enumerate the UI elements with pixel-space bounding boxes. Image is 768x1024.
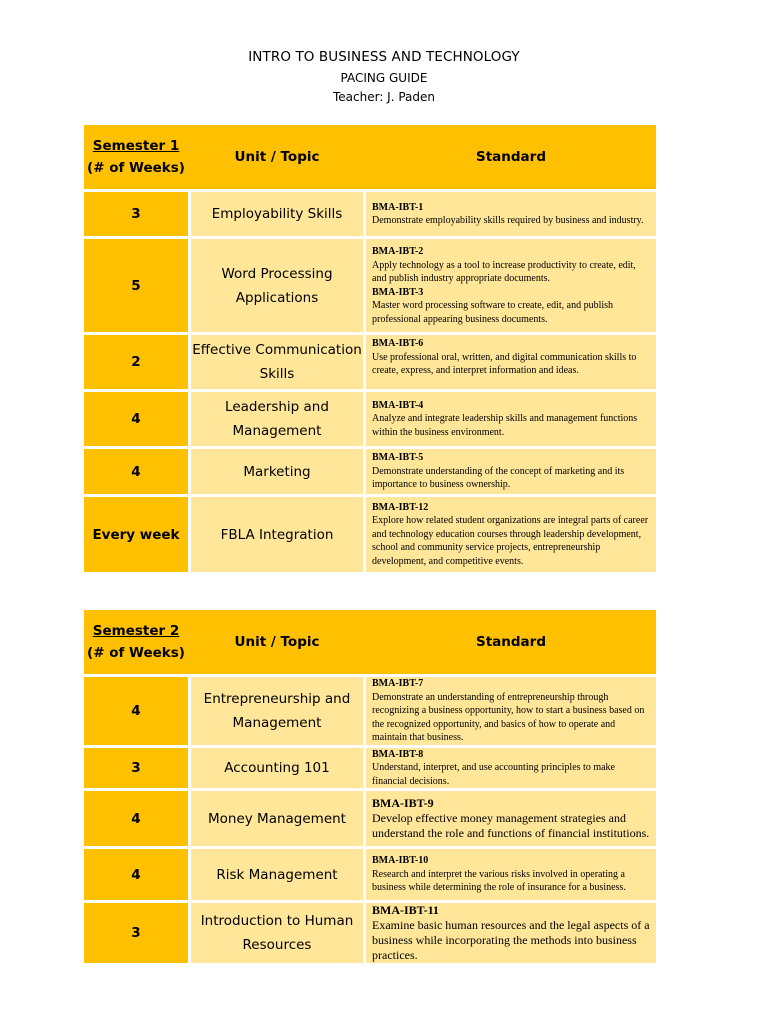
- standard-text: Explore how related student organizations are integral parts of career and technology education courses through leadership development, school and community service projects, entrepreneurship development, and competitive events.: [372, 515, 649, 567]
- weeks-header: [84, 610, 188, 674]
- standard-cell: [366, 788, 656, 846]
- table-row: [84, 674, 656, 745]
- unit-header: Unit / Topic: [188, 610, 366, 674]
- topic-cell: Entrepreneurship and Management: [188, 674, 366, 745]
- standard-code: BMA-IBT-8: [372, 748, 424, 760]
- table-row: [84, 494, 656, 572]
- weeks-cell: 4: [84, 389, 188, 446]
- standard-code: BMA-IBT-12: [372, 501, 429, 513]
- standard-cell: [366, 189, 656, 236]
- standard-text: Use professional oral, written, and digital communication skills to create, express, and interpret information and ideas.: [372, 351, 637, 376]
- teacher-name: Teacher: J. Paden: [332, 90, 436, 104]
- standard-code: BMA-IBT-10: [372, 855, 429, 867]
- document-subtitle: PACING GUIDE: [340, 71, 428, 85]
- standard-header: Standard: [366, 125, 656, 189]
- standard-cell: [366, 494, 656, 572]
- standard-code: BMA-IBT-7: [372, 678, 424, 689]
- standard-code: BMA-IBT-4: [372, 399, 424, 411]
- table-row: [84, 236, 656, 332]
- standard-cell: [366, 900, 656, 963]
- semester-2-table: [84, 610, 656, 963]
- table-row: [84, 900, 656, 963]
- standard-code: BMA-IBT-11: [372, 903, 439, 917]
- semester-label: Semester 1: [92, 138, 180, 154]
- table-row: [84, 332, 656, 389]
- standard-text: Develop effective money management strategies and understand the role and functions of financial institutions.: [372, 811, 650, 840]
- standard-text: Demonstrate an understanding of entrepreneurship through recognizing a business opportunity, how to start a business based on the recognized opportunity, and basics of how to operate and maintain that business.: [372, 691, 645, 743]
- weeks-cell: 5: [84, 236, 188, 332]
- weeks-cell: 4: [84, 446, 188, 494]
- weeks-cell: 4: [84, 846, 188, 900]
- weeks-cell: 2: [84, 332, 188, 389]
- standard-text: Examine basic human resources and the legal aspects of a business while incorporating the methods into business practices.: [372, 918, 650, 962]
- standard-cell: [366, 332, 656, 389]
- standard-code: BMA-IBT-1: [372, 201, 424, 213]
- standard-cell: [366, 446, 656, 494]
- table-header-row: [84, 610, 656, 674]
- table-row: [84, 189, 656, 236]
- topic-cell: Risk Management: [188, 846, 366, 900]
- topic-cell: Money Management: [188, 788, 366, 846]
- semester-1-table: [84, 125, 656, 572]
- standard-text: Apply technology as a tool to increase productivity to create, edit, and publish industry appropriate documents.: [372, 259, 636, 284]
- weeks-cell: 4: [84, 788, 188, 846]
- standard-text: Analyze and integrate leadership skills and management functions within the business environment.: [372, 413, 638, 438]
- unit-header: Unit / Topic: [188, 125, 366, 189]
- standard-header: Standard: [366, 610, 656, 674]
- standard-text: Master word processing software to create, edit, and publish professional appearing business documents.: [372, 300, 614, 325]
- topic-cell: Marketing: [188, 446, 366, 494]
- table-row: [84, 389, 656, 446]
- weeks-label: (# of Weeks): [87, 160, 185, 176]
- weeks-label: (# of Weeks): [87, 645, 185, 661]
- standard-code: BMA-IBT-3: [372, 286, 424, 298]
- topic-cell: FBLA Integration: [188, 494, 366, 572]
- weeks-cell: Every week: [84, 494, 188, 572]
- document-title: INTRO TO BUSINESS AND TECHNOLOGY: [248, 49, 520, 65]
- standard-text: Understand, interpret, and use accounting principles to make financial decisions.: [372, 762, 615, 787]
- topic-cell: Word Processing Applications: [188, 236, 366, 332]
- topic-cell: Introduction to Human Resources: [188, 900, 366, 963]
- standard-text: Demonstrate understanding of the concept of marketing and its importance to business ownership.: [372, 465, 625, 491]
- semester-label: Semester 2: [92, 623, 180, 639]
- topic-cell: Accounting 101: [188, 745, 366, 789]
- weeks-cell: 3: [84, 900, 188, 963]
- weeks-header: [84, 125, 188, 189]
- standard-cell: [366, 674, 656, 745]
- standard-text: Research and interpret the various risks involved in operating a business while determining the role of insurance for a business.: [372, 868, 626, 894]
- weeks-cell: 3: [84, 189, 188, 236]
- table-row: [84, 446, 656, 494]
- topic-cell: Employability Skills: [188, 189, 366, 236]
- standard-code: BMA-IBT-6: [372, 338, 424, 349]
- standard-text: Demonstrate employability skills required by business and industry.: [372, 215, 644, 226]
- table-row: [84, 788, 656, 846]
- standard-cell: [366, 846, 656, 900]
- standard-code: BMA-IBT-9: [372, 796, 434, 810]
- standard-cell: [366, 745, 656, 789]
- standard-code: BMA-IBT-5: [372, 452, 424, 464]
- table-row: [84, 846, 656, 900]
- weeks-cell: 3: [84, 745, 188, 789]
- standard-code: BMA-IBT-2: [372, 246, 424, 257]
- weeks-cell: 4: [84, 674, 188, 745]
- table-row: [84, 745, 656, 789]
- topic-cell: Effective Communication Skills: [188, 332, 366, 389]
- standard-cell: [366, 389, 656, 446]
- standard-cell: [366, 236, 656, 332]
- table-header-row: [84, 125, 656, 189]
- topic-cell: Leadership and Management: [188, 389, 366, 446]
